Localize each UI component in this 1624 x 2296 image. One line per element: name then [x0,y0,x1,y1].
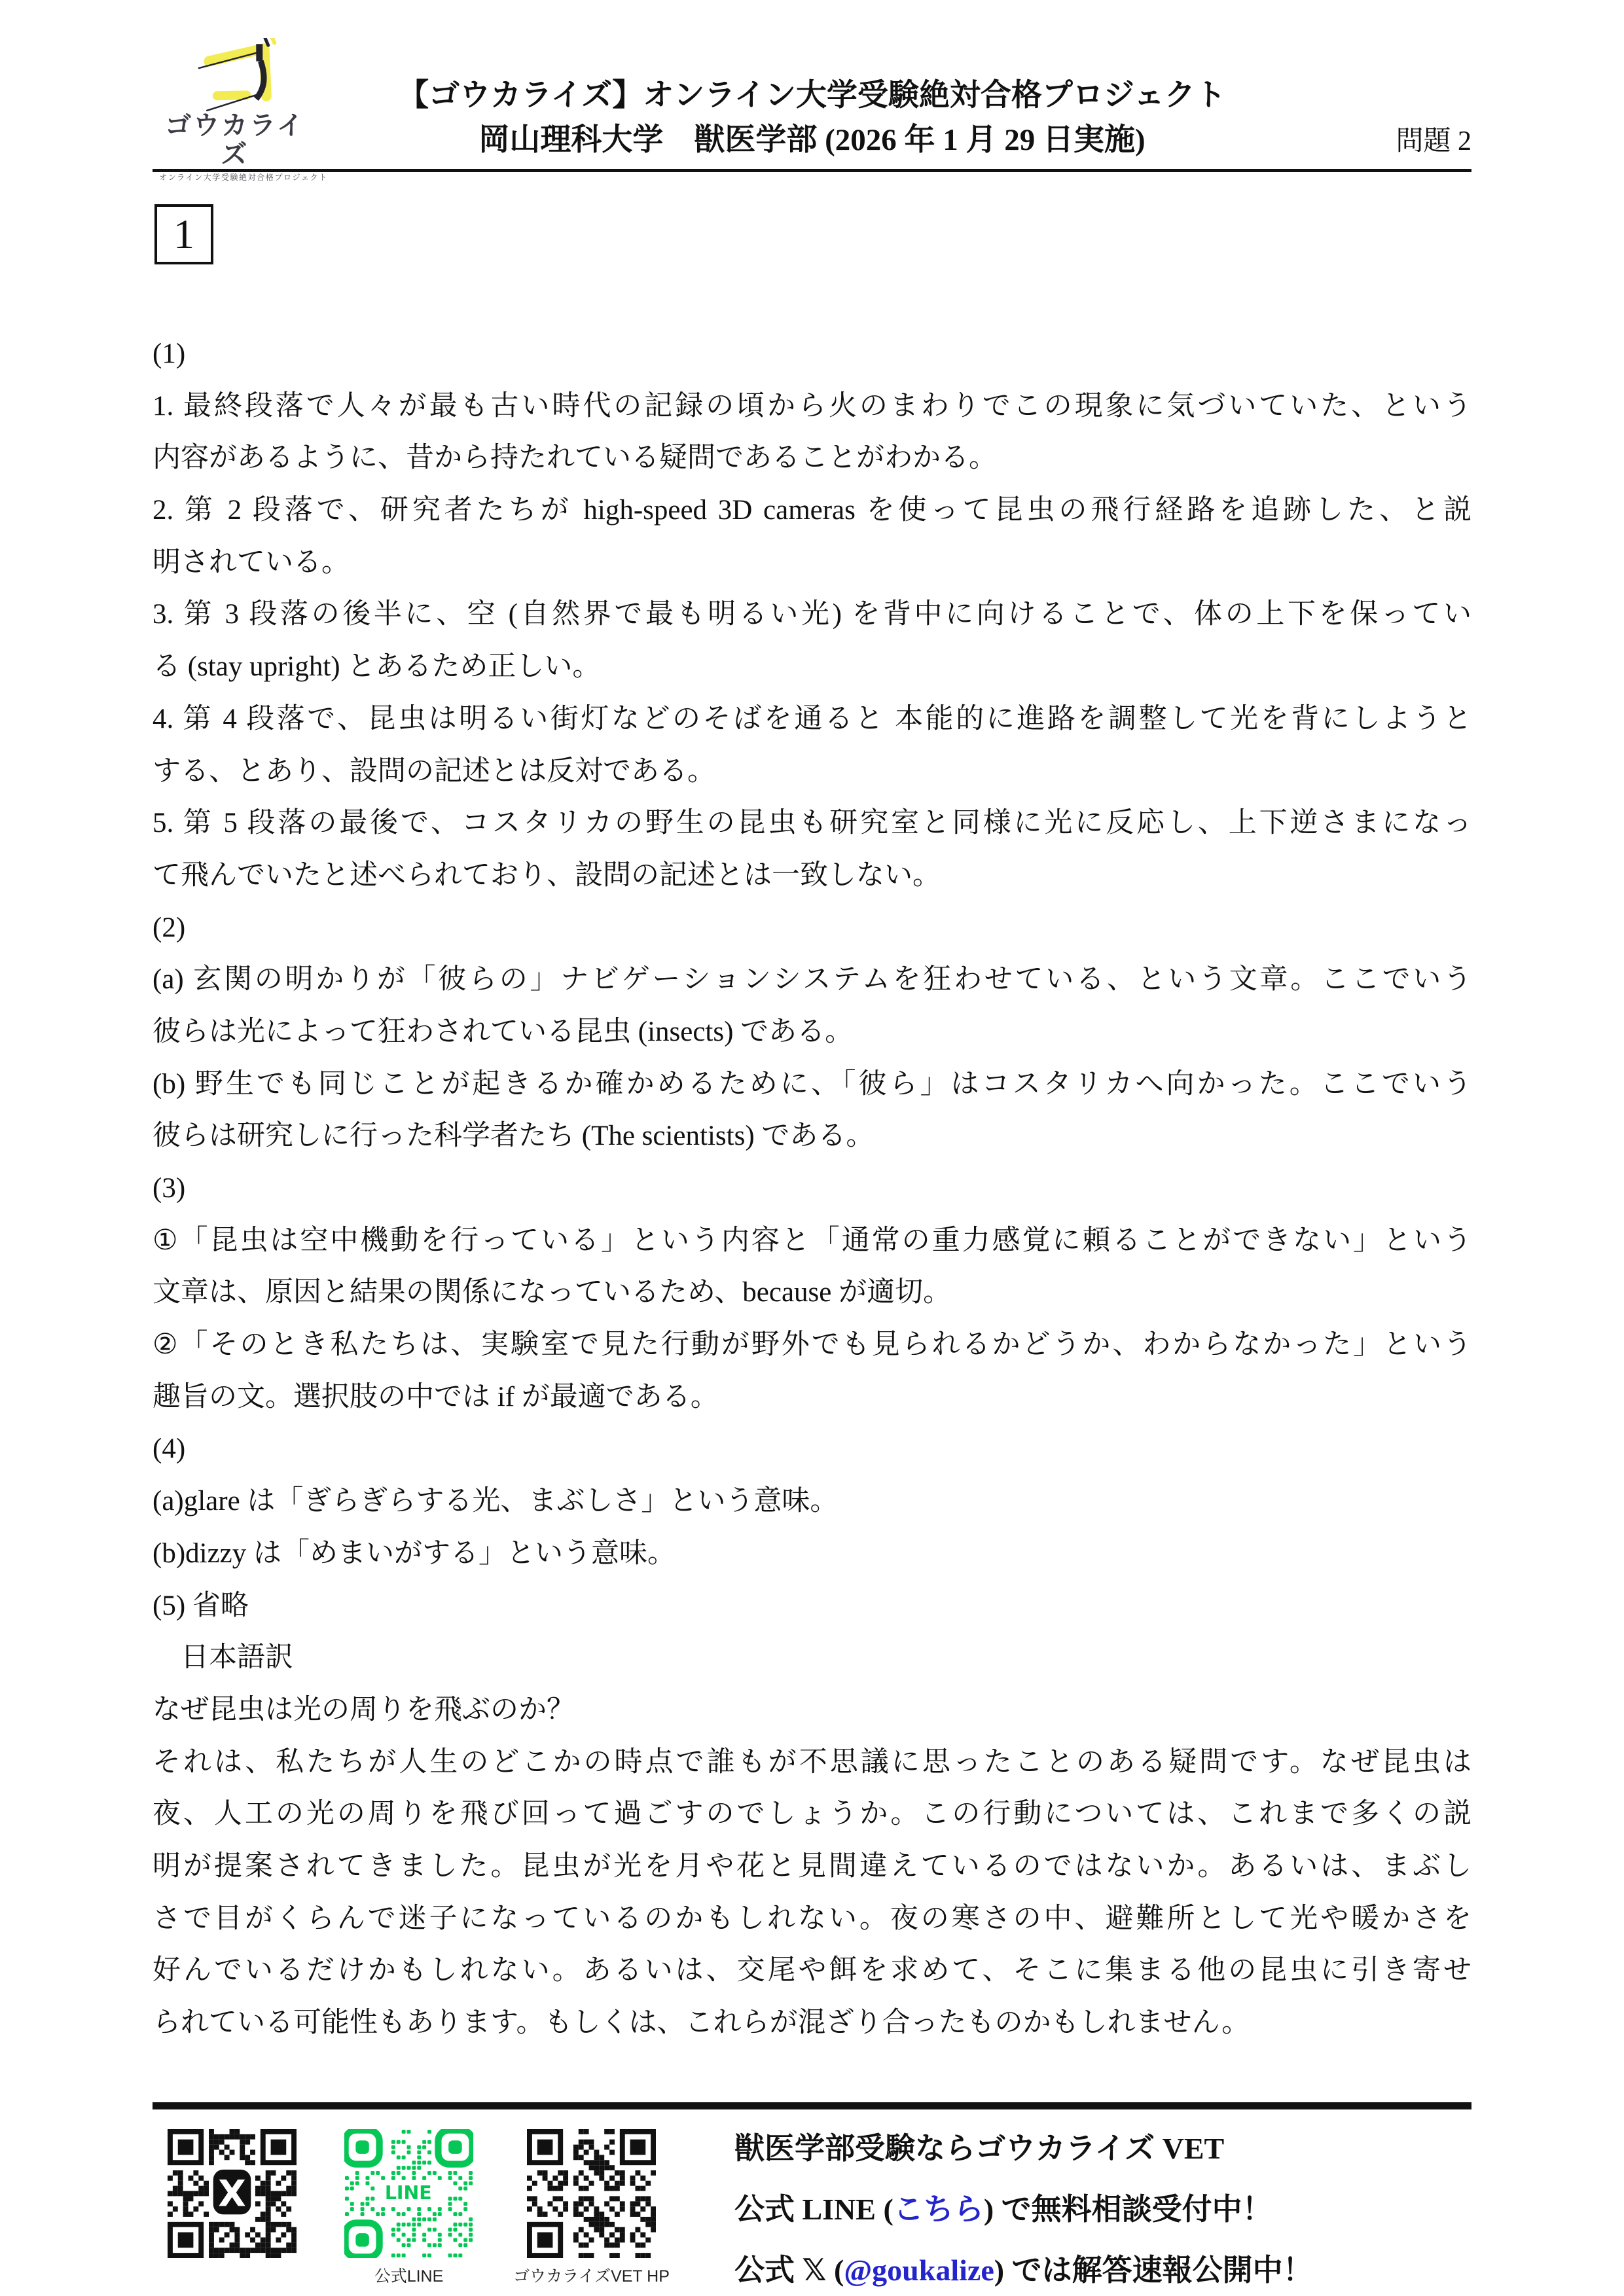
x-account-link[interactable]: @goukalize [844,2253,994,2287]
body-line: 夜、人工の光の周りを飛び回って過ごすのでしょうか。この行動については、これまで多くの説 [153,1799,1471,1830]
qr-label: ゴウカライズVET HP [513,2267,670,2286]
body-line: (4) [153,1433,186,1465]
problem-number-label: 問題 2 [1396,126,1471,156]
body-line: する、とあり、設問の記述とは反対である。 [153,755,715,787]
body-line: (a)glare は「ぎらぎらする光、まぶしさ」という意味。 [153,1486,839,1517]
body-line: (1) [153,338,186,369]
body-line: (2) [153,912,186,943]
body-line: 5. 第 5 段落の最後で、コスタリカの野生の昆虫も研究室と同様に光に反応し、上下逆さまになっ [153,808,1471,839]
header-subtitle: 岡山理科大学 獣医学部 (2026 年 1 月 29 日実施) [478,123,1146,157]
line-qr-icon [344,2129,473,2258]
x-qr-code [168,2129,297,2258]
logo-brand-text: ゴウカライズ [165,111,305,169]
body-line: それは、私たちが人生のどこかの時点で誰もが不思議に思ったことのある疑問です。なぜ昆虫は [153,1746,1471,1778]
footer-line3-post: ) では解答速報公開中！ [994,2253,1313,2287]
line-link[interactable]: こちら [893,2193,984,2226]
body-line: なぜ昆虫は光の周りを飛ぶのか？ [153,1694,575,1725]
question-number-box: 1 [154,204,213,264]
footer-line3-pre: 公式 𝕏 ( [734,2253,844,2287]
body-line: 文章は、原因と結果の関係になっているため、because が適切。 [153,1277,952,1308]
logo-tagline-text: オンライン大学受験絶対合格プロジェクト [159,173,328,182]
header-title: 【ゴウカライズ】オンライン大学受験絶対合格プロジェクト [398,77,1226,112]
body-line: られている可能性もあります。もしくは、これらが混ざり合ったものかもしれません。 [153,2007,1250,2038]
body-line: (b) 野生でも同じことが起きるか確かめるために、「彼ら」はコスタリカへ向かった。ここでいう [153,1068,1471,1100]
body-line: 趣旨の文。選択肢の中では if が最適である。 [153,1381,719,1412]
body-line: 内容があるように、昔から持たれている疑問であることがわかる。 [153,442,997,474]
qr-label: 公式LINE [374,2267,444,2286]
body-line: (a) 玄関の明かりが「彼らの」ナビゲーションシステムを狂わせている、という文章。ここでいう [153,964,1471,996]
footer-promo [734,2118,1313,2296]
body-line: 明が提案されてきました。昆虫が光を月や花と見間違えているのではないか。あるいは、まぶし [153,1850,1471,1882]
footer-rule [153,2102,1471,2109]
body-line: 日本語訳 [153,1642,293,1674]
answer-explanations [153,328,1471,2049]
footer-promo-line1: 獣医学部受験ならゴウカライズ VET [734,2132,1225,2165]
body-line: 4. 第 4 段落で、昆虫は明るい街灯などのそばを通ると 本能的に進路を調整して光を背にしようと [153,703,1471,734]
body-line: (5) 省略 [153,1590,249,1621]
body-line: て飛んでいたと述べられており、設問の記述とは一致しない。 [153,859,941,891]
svg-text:LINE: LINE [384,2182,432,2204]
body-line: (3) [153,1173,186,1204]
body-line: 好んでいるだけかもしれない。あるいは、交尾や餌を求めて、そこに集まる他の昆虫に引き寄せ [153,1955,1471,1986]
footer-line2-post: ) で無料相談受付中！ [983,2193,1272,2226]
body-line: ①「昆虫は空中機動を行っている」という内容と「通常の重力感覚に頼ることができない」という [153,1225,1471,1256]
body-line: ②「そのとき私たちは、実験室で見た行動が野外でも見られるかどうか、わからなかった」という [153,1329,1471,1361]
line-qr-code [344,2129,473,2286]
body-line: 彼らは光によって狂わされている昆虫 (insects) である。 [153,1016,854,1047]
footer-promo-line3 [734,2240,1313,2296]
footer-promo-line2 [734,2179,1313,2240]
body-line: さで目がくらんで迷子になっているのかもしれない。夜の寒さの中、避難所として光や暖かさを [153,1903,1471,1934]
body-line: 3. 第 3 段落の後半に、空 (自然界で最も明るい光) を背中に向けることで、体の上下を保ってい [153,599,1471,630]
x-qr-icon [168,2129,297,2258]
vet-hp-qr-code [513,2129,670,2286]
body-line: 明されている。 [153,547,350,578]
svg-text:X: X [218,2173,246,2215]
body-line: 彼らは研究しに行った科学者たち (The scientists) である。 [153,1121,875,1152]
vet-hp-qr-icon [527,2129,656,2258]
body-line: る (stay upright) とあるため正しい。 [153,651,601,683]
footer-line2-pre: 公式 LINE ( [734,2193,893,2226]
body-line: 1. 最終段落で人々が最も古い時代の記録の頃から火のまわりでこの現象に気づいていた、という [153,390,1471,422]
header-rule [153,169,1471,172]
body-line: (b)dizzy は「めまいがする」という意味。 [153,1537,676,1569]
body-line: 2. 第 2 段落で、研究者たちが high-speed 3D cameras を使って昆虫の飛行経路を追跡した、と説 [153,495,1471,526]
